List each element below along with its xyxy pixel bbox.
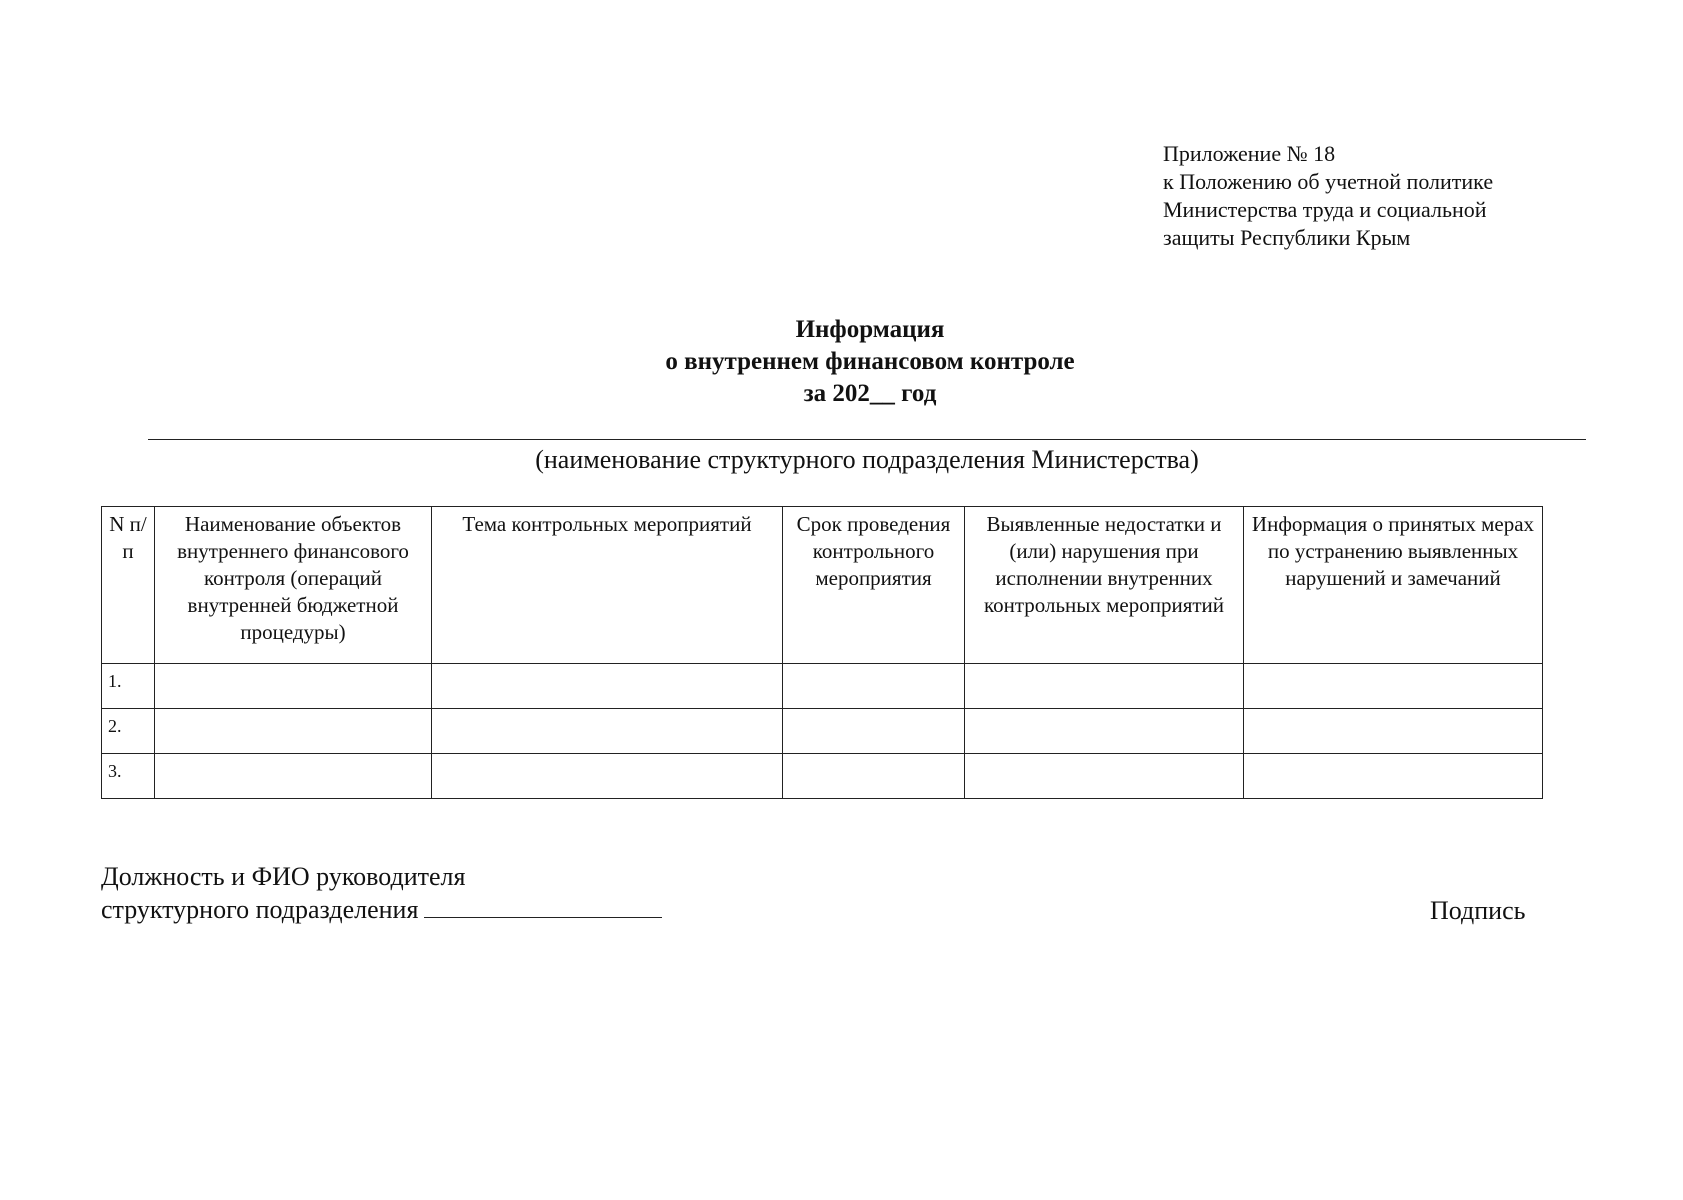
signature-position-label: Должность и ФИО руководителя [101, 862, 466, 891]
appendix-line: Министерства труда и социальной [1163, 197, 1487, 222]
table-cell [783, 709, 965, 754]
header-measures: Информация о принятых мерах по устранению выявленных нарушений и замечаний [1244, 507, 1543, 664]
document-title [0, 314, 1683, 410]
table-cell: 3. [102, 754, 155, 799]
header-number: N п/п [102, 507, 155, 664]
table-cell [783, 754, 965, 799]
table-cell [965, 664, 1244, 709]
signature-unit-row [101, 893, 662, 926]
title-line-2: о внутреннем финансовом контроле [665, 348, 1075, 375]
header-period: Срок проведения контрольного мероприятия [783, 507, 965, 664]
title-line-1: Информация [795, 316, 945, 343]
appendix-line: Приложение № 18 [1163, 141, 1336, 166]
table-cell [432, 754, 783, 799]
table-row [102, 754, 1543, 799]
table-cell [965, 709, 1244, 754]
title-line-3: за 202__ год [803, 380, 937, 407]
department-caption: (наименование структурного подразделения Министерства) [535, 445, 1199, 474]
signature-block [101, 860, 662, 926]
table-cell: 2. [102, 709, 155, 754]
header-topic: Тема контрольных мероприятий [432, 507, 783, 664]
table-row [102, 709, 1543, 754]
appendix-line: защиты Республики Крым [1163, 225, 1411, 250]
appendix-line: к Положению об учетной политике [1163, 169, 1494, 194]
signature-label: Подпись [1430, 896, 1526, 925]
table-cell: 1. [102, 664, 155, 709]
signature-unit-label: структурного подразделения [101, 895, 419, 924]
appendix-note [1163, 140, 1493, 252]
table-row [102, 664, 1543, 709]
table-cell [1244, 664, 1543, 709]
control-table [101, 506, 1543, 799]
table-cell [783, 664, 965, 709]
table-cell [155, 754, 432, 799]
signature-blank-line [424, 895, 662, 918]
table-cell [432, 664, 783, 709]
header-violations: Выявленные недостатки и (или) нарушения при исполнении внутренних контрольных мероприятий [965, 507, 1244, 664]
table-cell [965, 754, 1244, 799]
table-header-row [102, 507, 1543, 664]
table-cell [155, 664, 432, 709]
table-cell [155, 709, 432, 754]
department-blank-line [148, 439, 1586, 440]
table-cell [432, 709, 783, 754]
table-cell [1244, 709, 1543, 754]
table-cell [1244, 754, 1543, 799]
header-objects: Наименование объектов внутреннего финансового контроля (операций внутренней бюджетной процедуры) [155, 507, 432, 664]
